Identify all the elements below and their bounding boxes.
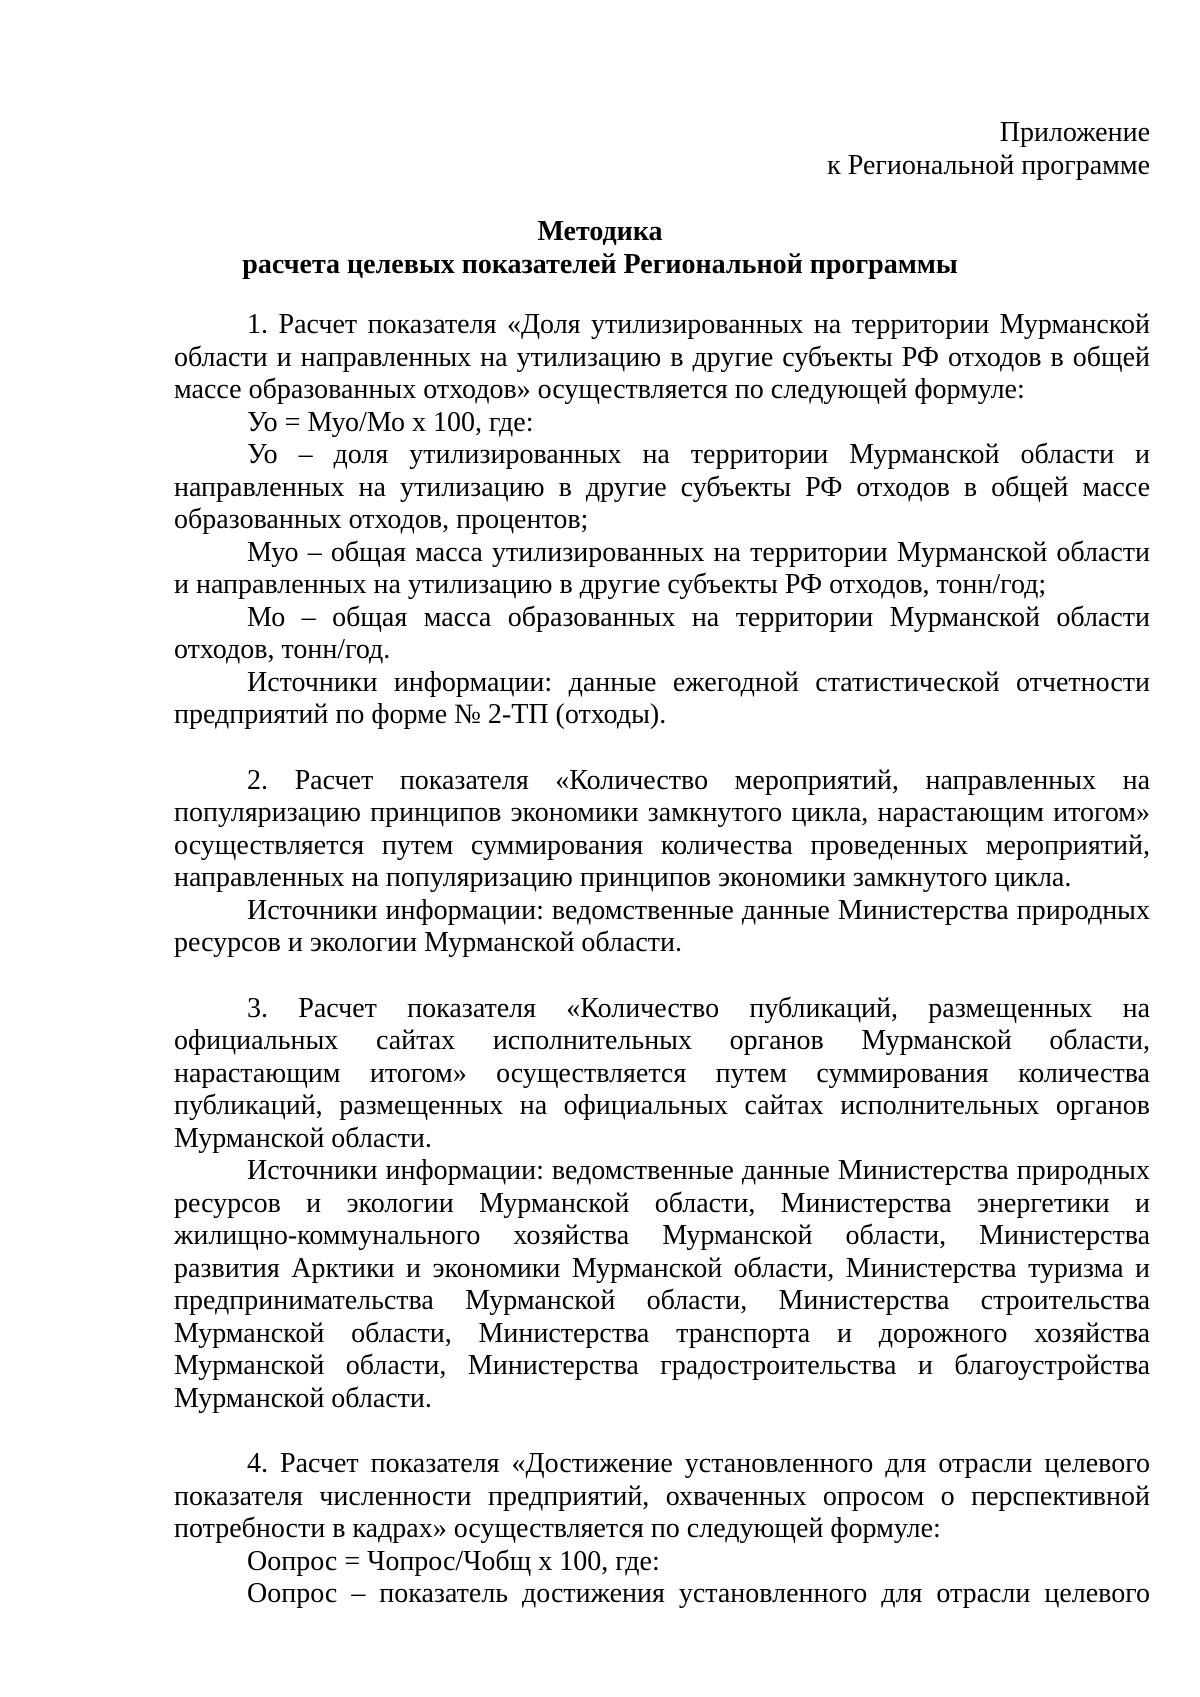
paragraph-4-intro: 4. Расчет показателя «Достижение установленного для отрасли целевого показателя численности предприятий, охваченных опросом о перспективной потребности в кадрах» осуществляется по следующей формуле: (174, 1448, 1150, 1544)
document-body (174, 309, 1150, 1611)
paragraph-3-intro: 3. Расчет показателя «Количество публикаций, размещенных на официальных сайтах исполнительных органов Мурманской области, нарастающим итогом» осуществляется путем суммирования количества публикаций, размещенных на официальных сайтах исполнительных органов Мурманской области. (174, 992, 1150, 1154)
document-title (0, 215, 1200, 281)
paragraph-1-intro: 1. Расчет показателя «Доля утилизированных на территории Мурманской области и направленных на утилизацию в другие субъекты РФ отходов в общей массе образованных отходов» осуществляется по следующей формуле: (174, 309, 1150, 405)
title-line-2: расчета целевых показателей Региональной программы (242, 249, 958, 280)
sources-3: Источники информации: ведомственные данные Министерства природных ресурсов и экологии Мурманской области, Министерства энергетики и жилищно-коммунального хозяйства Мурманской области, Министерства развития Арктики и экономики Мурманской области, Министерства туризма и предпринимательства Мурманской области, Министерства строительства Мурманской области, Министерства транспорта и дорожного хозяйства Мурманской области, Министерства градостроительства и благоустройства Мурманской области. (174, 1155, 1150, 1414)
appendix-label (827, 116, 1150, 182)
sources-1: Источники информации: данные ежегодной статистической отчетности предприятий по форме № 2-ТП (отходы). (174, 666, 1150, 730)
sources-2: Источники информации: ведомственные данные Министерства природных ресурсов и экологии Мурманской области. (174, 894, 1150, 958)
paragraph-2-intro: 2. Расчет показателя «Количество мероприятий, направленных на популяризацию принципов экономики замкнутого цикла, нарастающим итогом» осуществляется путем суммирования количества проведенных мероприятий, направленных на популяризацию принципов экономики замкнутого цикла. (174, 764, 1150, 893)
appendix-line-2: к Региональной программе (827, 150, 1150, 181)
formula-1: Уо = Муо/Мо х 100, где: (247, 406, 534, 438)
definition-oopros: Оопрос – показатель достижения установленного для отрасли целевого (247, 1578, 1150, 1609)
formula-4: Оопрос = Чопрос/Чобщ х 100, где: (247, 1545, 660, 1577)
definition-uo: Уо – доля утилизированных на территории Мурманской области и направленных на утилизацию в другие субъекты РФ отходов в общей массе образованных отходов, процентов; (174, 439, 1150, 535)
definition-muo: Муо – общая масса утилизированных на территории Мурманской области и направленных на утилизацию в другие субъекты РФ отходов, тонн/год; (174, 536, 1150, 600)
definition-mo: Мо – общая масса образованных на территории Мурманской области отходов, тонн/год. (174, 601, 1150, 665)
appendix-line-1: Приложение (999, 117, 1150, 148)
title-line-1: Методика (537, 216, 663, 247)
